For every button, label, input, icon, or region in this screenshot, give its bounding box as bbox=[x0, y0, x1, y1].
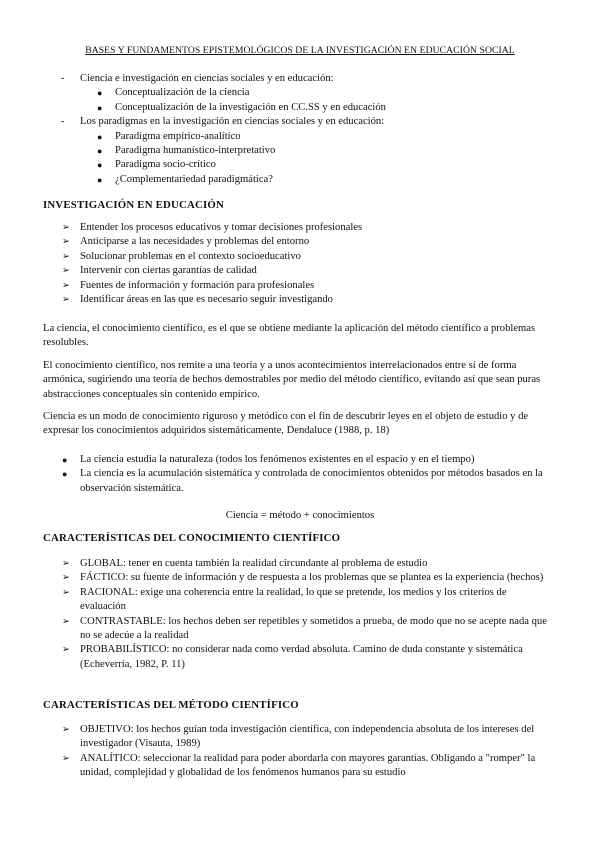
list-item-text: La ciencia estudia la naturaleza (todos los fenómenos existentes en el espacio y en el tiempo) bbox=[80, 454, 475, 465]
list-item bbox=[0, 453, 600, 467]
list-item-text: Entender los procesos educativos y tomar decisiones profesionales bbox=[80, 222, 363, 233]
list-item bbox=[0, 279, 600, 293]
list-item bbox=[0, 557, 600, 571]
arrow-mark: ➢ bbox=[62, 752, 70, 764]
arrow-mark: ➢ bbox=[62, 644, 70, 656]
outline-item bbox=[0, 115, 600, 129]
arrow-mark: ➢ bbox=[62, 250, 70, 262]
list-item bbox=[0, 586, 600, 615]
arrow-mark: ➢ bbox=[62, 265, 70, 277]
formula: Ciencia = método + conocimientos bbox=[225, 510, 375, 521]
outline-subitem bbox=[0, 144, 600, 158]
outline-subitem bbox=[0, 101, 600, 115]
list-item bbox=[0, 571, 600, 585]
paragraph-definicion: Ciencia es un modo de conocimiento riguroso y metódico con el fin de descubrir leyes en el objeto de estudio y de expresar los conocimientos adquiridos sistemáticamente, Dendaluce (1988, p. 18) bbox=[43, 411, 529, 437]
list-item bbox=[0, 752, 600, 781]
paragraph-conocimiento: El conocimiento científico, nos remite a una teoría y a unos acontecimientos interrelacionados entre sí de forma armónica, sugiriendo una teoría de hechos demostrables por medio del método científico, evitando así que sean puras abstracciones conceptuales sin contenido empírico. bbox=[43, 360, 541, 400]
arrow-mark: ➢ bbox=[62, 236, 70, 248]
list-item-text: OBJETIVO: los hechos guían toda investigación científica, con independencia absoluta de los intereses del investigador (Visauta, 1989) bbox=[80, 724, 535, 750]
arrow-mark: ➢ bbox=[62, 572, 70, 584]
outline-item-label: Ciencia e investigación en ciencias sociales y en educación: bbox=[80, 73, 334, 84]
list-item-text: FÁCTICO: su fuente de información y de respuesta a los problemas que se plantea es la experiencia (hechos) bbox=[80, 572, 544, 584]
outline-subitem-label: Paradigma empírico-analítico bbox=[115, 130, 241, 142]
list-item-text: CONTRASTABLE: los hechos deben ser repetibles y sometidos a prueba, de modo que no se acepte nada que no se adecúe a la realidad bbox=[80, 615, 547, 642]
outline-subitem bbox=[0, 158, 600, 172]
outline-subitem-label: Paradigma humanístico-interpretativo bbox=[115, 145, 276, 157]
arrow-mark: ➢ bbox=[62, 294, 70, 306]
bullet-mark: ● bbox=[97, 88, 103, 99]
section-heading-metodo: CARACTERÍSTICAS DEL MÉTODO CIENTÍFICO bbox=[43, 699, 299, 711]
dash-mark: - bbox=[61, 73, 65, 84]
outline-subitem-label: Paradigma socio-crítico bbox=[115, 159, 216, 171]
metodo-list bbox=[0, 723, 600, 781]
outline-subitem bbox=[0, 130, 600, 144]
list-item-text: Identificar áreas en las que es necesario seguir investigando bbox=[80, 294, 333, 306]
bullet-mark: ● bbox=[97, 174, 103, 185]
arrow-mark: ➢ bbox=[62, 615, 70, 627]
section-heading-conocimiento: CARACTERÍSTICAS DEL CONOCIMIENTO CIENTÍFICO bbox=[43, 532, 341, 544]
arrow-mark: ➢ bbox=[62, 586, 70, 598]
outline-item-label: Los paradigmas en la investigación en ciencias sociales y en educación: bbox=[80, 116, 385, 128]
conocimiento-list bbox=[0, 557, 600, 672]
section-heading-investigacion: INVESTIGACIÓN EN EDUCACIÓN bbox=[43, 199, 224, 211]
list-item-text: PROBABILÍSTICO: no considerar nada como verdad absoluta. Camino de duda constante y sistemática (Echeverría, 1982, P. 11) bbox=[80, 644, 523, 670]
list-item bbox=[0, 615, 600, 644]
list-item bbox=[0, 221, 600, 235]
outline-subitem bbox=[0, 173, 600, 187]
bullet-mark: ● bbox=[97, 160, 103, 171]
outline-subitem-label: Conceptualización de la ciencia bbox=[115, 87, 250, 99]
list-item-text: Intervenir con ciertas garantías de calidad bbox=[80, 265, 257, 277]
bullet-mark: ● bbox=[62, 469, 68, 480]
list-item bbox=[0, 467, 600, 496]
outline-subitem-label: Conceptualización de la investigación en CC.SS y en educación bbox=[115, 101, 386, 113]
intro-outline bbox=[0, 72, 600, 187]
list-item-text: Anticiparse a las necesidades y problemas del entorno bbox=[80, 236, 310, 248]
arrow-mark: ➢ bbox=[62, 724, 70, 735]
list-item-text: La ciencia es la acumulación sistemática y controlada de conocimientos obtenidos por métodos basados en la observación sistemática. bbox=[80, 468, 543, 494]
outline-item bbox=[0, 72, 600, 86]
bullet-mark: ● bbox=[97, 131, 103, 142]
paragraph-ciencia: La ciencia, el conocimiento científico, es el que se obtiene mediante la aplicación del método científico a problemas resolubles. bbox=[43, 323, 536, 349]
list-item bbox=[0, 250, 600, 264]
arrow-mark: ➢ bbox=[62, 222, 70, 233]
outline-subitem-label: ¿Complementariedad paradigmática? bbox=[115, 173, 273, 185]
outline-subitem bbox=[0, 86, 600, 100]
list-item-text: ANALÍTICO: seleccionar la realidad para poder abordarla con mayores garantías. Obligando a "romper" la unidad, complejidad y globalidad de los fenómenos humanos para su estudio bbox=[80, 752, 536, 779]
arrow-mark: ➢ bbox=[62, 279, 70, 291]
list-item-text: Solucionar problemas en el contexto socioeducativo bbox=[80, 250, 301, 262]
list-item bbox=[0, 293, 600, 307]
bullet-mark: ● bbox=[62, 455, 68, 465]
list-item bbox=[0, 264, 600, 278]
arrow-mark: ➢ bbox=[62, 558, 70, 569]
bullet-mark: ● bbox=[97, 102, 103, 113]
list-item bbox=[0, 643, 600, 672]
list-item bbox=[0, 235, 600, 249]
list-item bbox=[0, 723, 600, 752]
list-item-text: RACIONAL: exige una coherencia entre la realidad, lo que se pretende, los medios y los criterios de evaluación bbox=[80, 586, 507, 613]
ciencia-list bbox=[0, 453, 600, 496]
bullet-mark: ● bbox=[97, 146, 103, 157]
dash-mark: - bbox=[61, 116, 65, 128]
document-title: BASES Y FUNDAMENTOS EPISTEMOLÓGICOS DE LA INVESTIGACIÓN EN EDUCACIÓN SOCIAL bbox=[85, 45, 515, 56]
investigacion-list bbox=[0, 221, 600, 307]
list-item-text: GLOBAL: tener en cuenta también la realidad circundante al problema de estudio bbox=[80, 558, 428, 569]
list-item-text: Fuentes de información y formación para profesionales bbox=[80, 279, 315, 291]
